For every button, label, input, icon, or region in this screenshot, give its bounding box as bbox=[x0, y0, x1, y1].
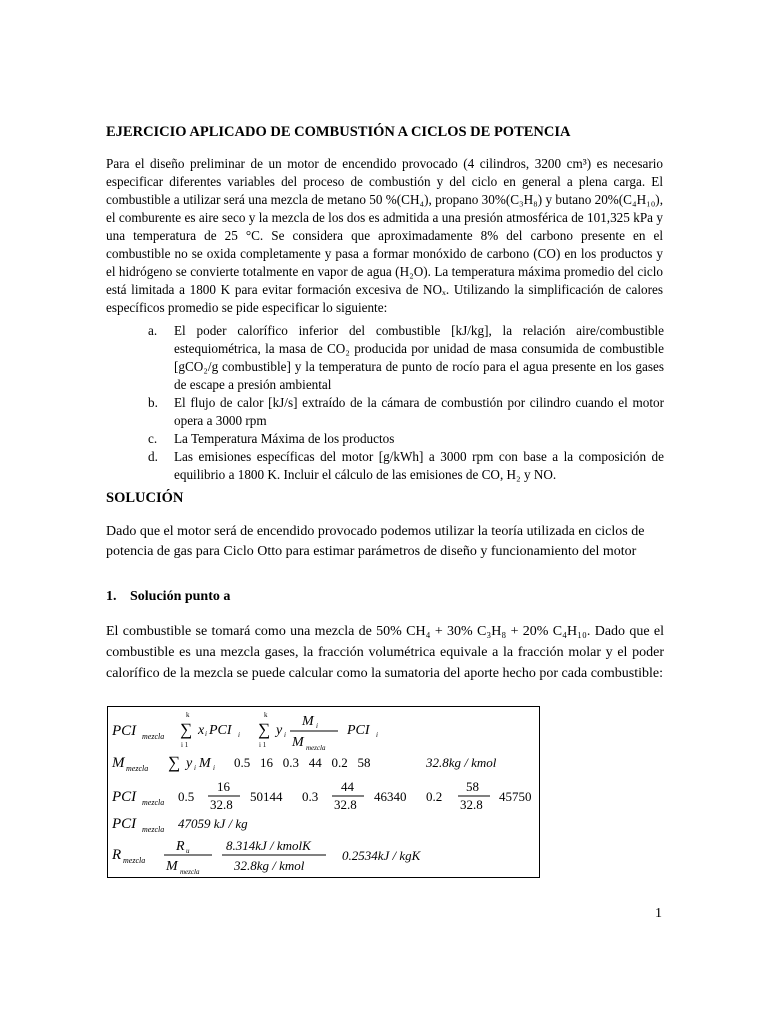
m-symbol: M bbox=[302, 714, 314, 729]
equation-row-pci-values bbox=[111, 779, 532, 812]
equation-box bbox=[107, 706, 540, 878]
list-marker: d. bbox=[148, 449, 158, 464]
molar-mass-terms: 0.5 16 0.3 44 0.2 58 bbox=[234, 755, 371, 770]
equation-row-pci bbox=[111, 711, 378, 752]
section-title: Solución punto a bbox=[130, 589, 231, 604]
m-symbol: M bbox=[112, 755, 125, 771]
subscript-mezcla: mezcla bbox=[306, 744, 326, 752]
pci-value: 45750 bbox=[499, 789, 532, 804]
sum-symbol: ∑ bbox=[258, 720, 271, 739]
section-heading bbox=[106, 589, 230, 605]
subscript-i: i bbox=[238, 731, 240, 739]
r-numerator: 8.314kJ / kmolK bbox=[226, 838, 311, 853]
document-title: EJERCICIO APLICADO DE COMBUSTIÓN A CICLOS DE POTENCIA bbox=[106, 124, 571, 140]
list-marker: c. bbox=[148, 431, 158, 446]
pci-symbol: PCI bbox=[209, 723, 232, 738]
subscript-i: i bbox=[376, 731, 378, 739]
r-denominator: 32.8kg / kmol bbox=[234, 858, 305, 873]
equation-row-pci-result bbox=[111, 816, 248, 834]
denominator: 32.8 bbox=[210, 797, 233, 812]
section-number: 1. bbox=[106, 589, 117, 604]
list-item bbox=[148, 394, 664, 430]
subscript-mezcla: mezcla bbox=[126, 764, 149, 773]
sum-upper-limit: k bbox=[264, 711, 268, 719]
coefficient: 0.3 bbox=[302, 789, 319, 804]
coefficient: 0.5 bbox=[178, 789, 195, 804]
m-symbol: M bbox=[199, 756, 211, 771]
numerator: 44 bbox=[341, 779, 354, 794]
m-symbol: M bbox=[166, 859, 178, 874]
sum-lower-limit: i 1 bbox=[259, 741, 267, 749]
y-symbol: y bbox=[186, 756, 193, 771]
subscript-mezcla: mezcla bbox=[180, 868, 200, 876]
subscript-mezcla: mezcla bbox=[123, 856, 146, 865]
numerator: 58 bbox=[466, 779, 479, 794]
coefficient: 0.2 bbox=[426, 789, 443, 804]
subscript-i: i bbox=[194, 764, 196, 772]
intro-paragraph: Para el diseño preliminar de un motor de encendido provocado (4 cilindros, 3200 cm³) es necesario especificar diferentes variables del proceso de combustión y del ciclo en general a plena carga. El combustible a utilizar será una mezcla de metano 50 %(CH₄), propano 30%(C₃H₈) y butano 20%(C₄H₁₀), el comburente es aire seco y la mezcla de los dos es admitida a una presión atmosférica de 101,325 kPa y una temperatura de 25 °C. Se considera que aproximadamente 8% del carbono presente en el combustible no se oxida completamente y pasa a formar monóxido de carbono (CO) en los productos y el hidrógeno se convierte totalmente en vapor de agua (H₂O). La temperatura máxima promedio del ciclo está limitada a 1800 K para evitar formación excesiva de NOₓ. Utilizando la simplificación de calores específicos promedio se pide especificar lo siguiente: bbox=[106, 156, 663, 315]
pci-symbol: PCI bbox=[112, 816, 137, 832]
list-item-text: El flujo de calor [kJ/s] extraído de la cámara de combustión por cilindro cuando el motor opera a 3000 rpm bbox=[174, 395, 664, 428]
numerator: 16 bbox=[217, 779, 230, 794]
pci-symbol: PCI bbox=[347, 723, 370, 738]
r-symbol: R bbox=[176, 839, 185, 854]
m-symbol: M bbox=[292, 735, 304, 750]
list-item-text: La Temperatura Máxima de los productos bbox=[174, 431, 395, 446]
section-paragraph: El combustible se tomará como una mezcla de 50% CH₄ + 30% C₃H₈ + 20% C₄H₁₀. Dado que el combustible es una mezcla gases, la fracción volumétrica equivale a la fracción molar y el poder calorífico de la mezcla se puede calcular como la sumatoria del aporte hecho por cada combustible: bbox=[106, 624, 664, 681]
subscript-mezcla: mezcla bbox=[142, 798, 165, 807]
y-symbol: y bbox=[276, 723, 283, 738]
subscript-mezcla: mezcla bbox=[142, 825, 165, 834]
r-result: 0.2534kJ / kgK bbox=[342, 848, 421, 863]
list-marker: b. bbox=[148, 395, 158, 410]
list-item-text: Las emisiones específicas del motor [g/kWh] a 3000 rpm con base a la composición de equilibrio a 1800 K. Incluir el cálculo de las emisiones de CO, H₂ y NO. bbox=[174, 449, 664, 482]
list-item-text: El poder calorífico inferior del combustible [kJ/kg], la relación aire/combustible estequiométrica, la masa de CO₂ producida por unidad de masa consumida de combustible [gCO₂/g combustible] y la temperatura de punto de rocío para el agua presente en los gases de escape a presión ambiental bbox=[174, 323, 664, 392]
pci-result: 47059 kJ / kg bbox=[178, 816, 248, 831]
sum-lower-limit: i 1 bbox=[181, 741, 189, 749]
subscript-i: i bbox=[213, 764, 215, 772]
sum-symbol: ∑ bbox=[180, 720, 193, 739]
solution-heading: SOLUCIÓN bbox=[106, 490, 184, 506]
denominator: 32.8 bbox=[334, 797, 357, 812]
subscript-i: i bbox=[284, 731, 286, 739]
subscript-i: i bbox=[316, 722, 318, 730]
pci-value: 46340 bbox=[374, 789, 407, 804]
sum-symbol: ∑ bbox=[168, 753, 181, 772]
list-item bbox=[148, 322, 664, 394]
requirements-list bbox=[148, 322, 664, 484]
solution-paragraph: Dado que el motor será de encendido provocado podemos utilizar la teoría utilizada en ciclos de potencia de gas para Ciclo Otto para estimar parámetros de diseño y funcionamiento del motor bbox=[106, 524, 645, 559]
list-marker: a. bbox=[148, 323, 158, 338]
page-number: 1 bbox=[655, 906, 662, 921]
r-symbol: R bbox=[112, 847, 122, 863]
equation-block bbox=[108, 707, 539, 877]
subscript-u: u bbox=[186, 847, 190, 855]
list-item bbox=[148, 430, 664, 448]
denominator: 32.8 bbox=[460, 797, 483, 812]
equation-row-gas-constant bbox=[111, 838, 422, 876]
subscript-i: i bbox=[205, 730, 207, 738]
list-item bbox=[148, 448, 664, 484]
pci-value: 50144 bbox=[250, 789, 283, 804]
molar-mass-result: 32.8kg / kmol bbox=[426, 755, 497, 770]
sum-upper-limit: k bbox=[186, 711, 190, 719]
equation-row-molar-mass bbox=[111, 753, 497, 773]
subscript-mezcla: mezcla bbox=[142, 732, 165, 741]
pci-symbol: PCI bbox=[112, 789, 137, 805]
pci-symbol: PCI bbox=[112, 723, 137, 739]
x-symbol: x bbox=[198, 723, 205, 738]
